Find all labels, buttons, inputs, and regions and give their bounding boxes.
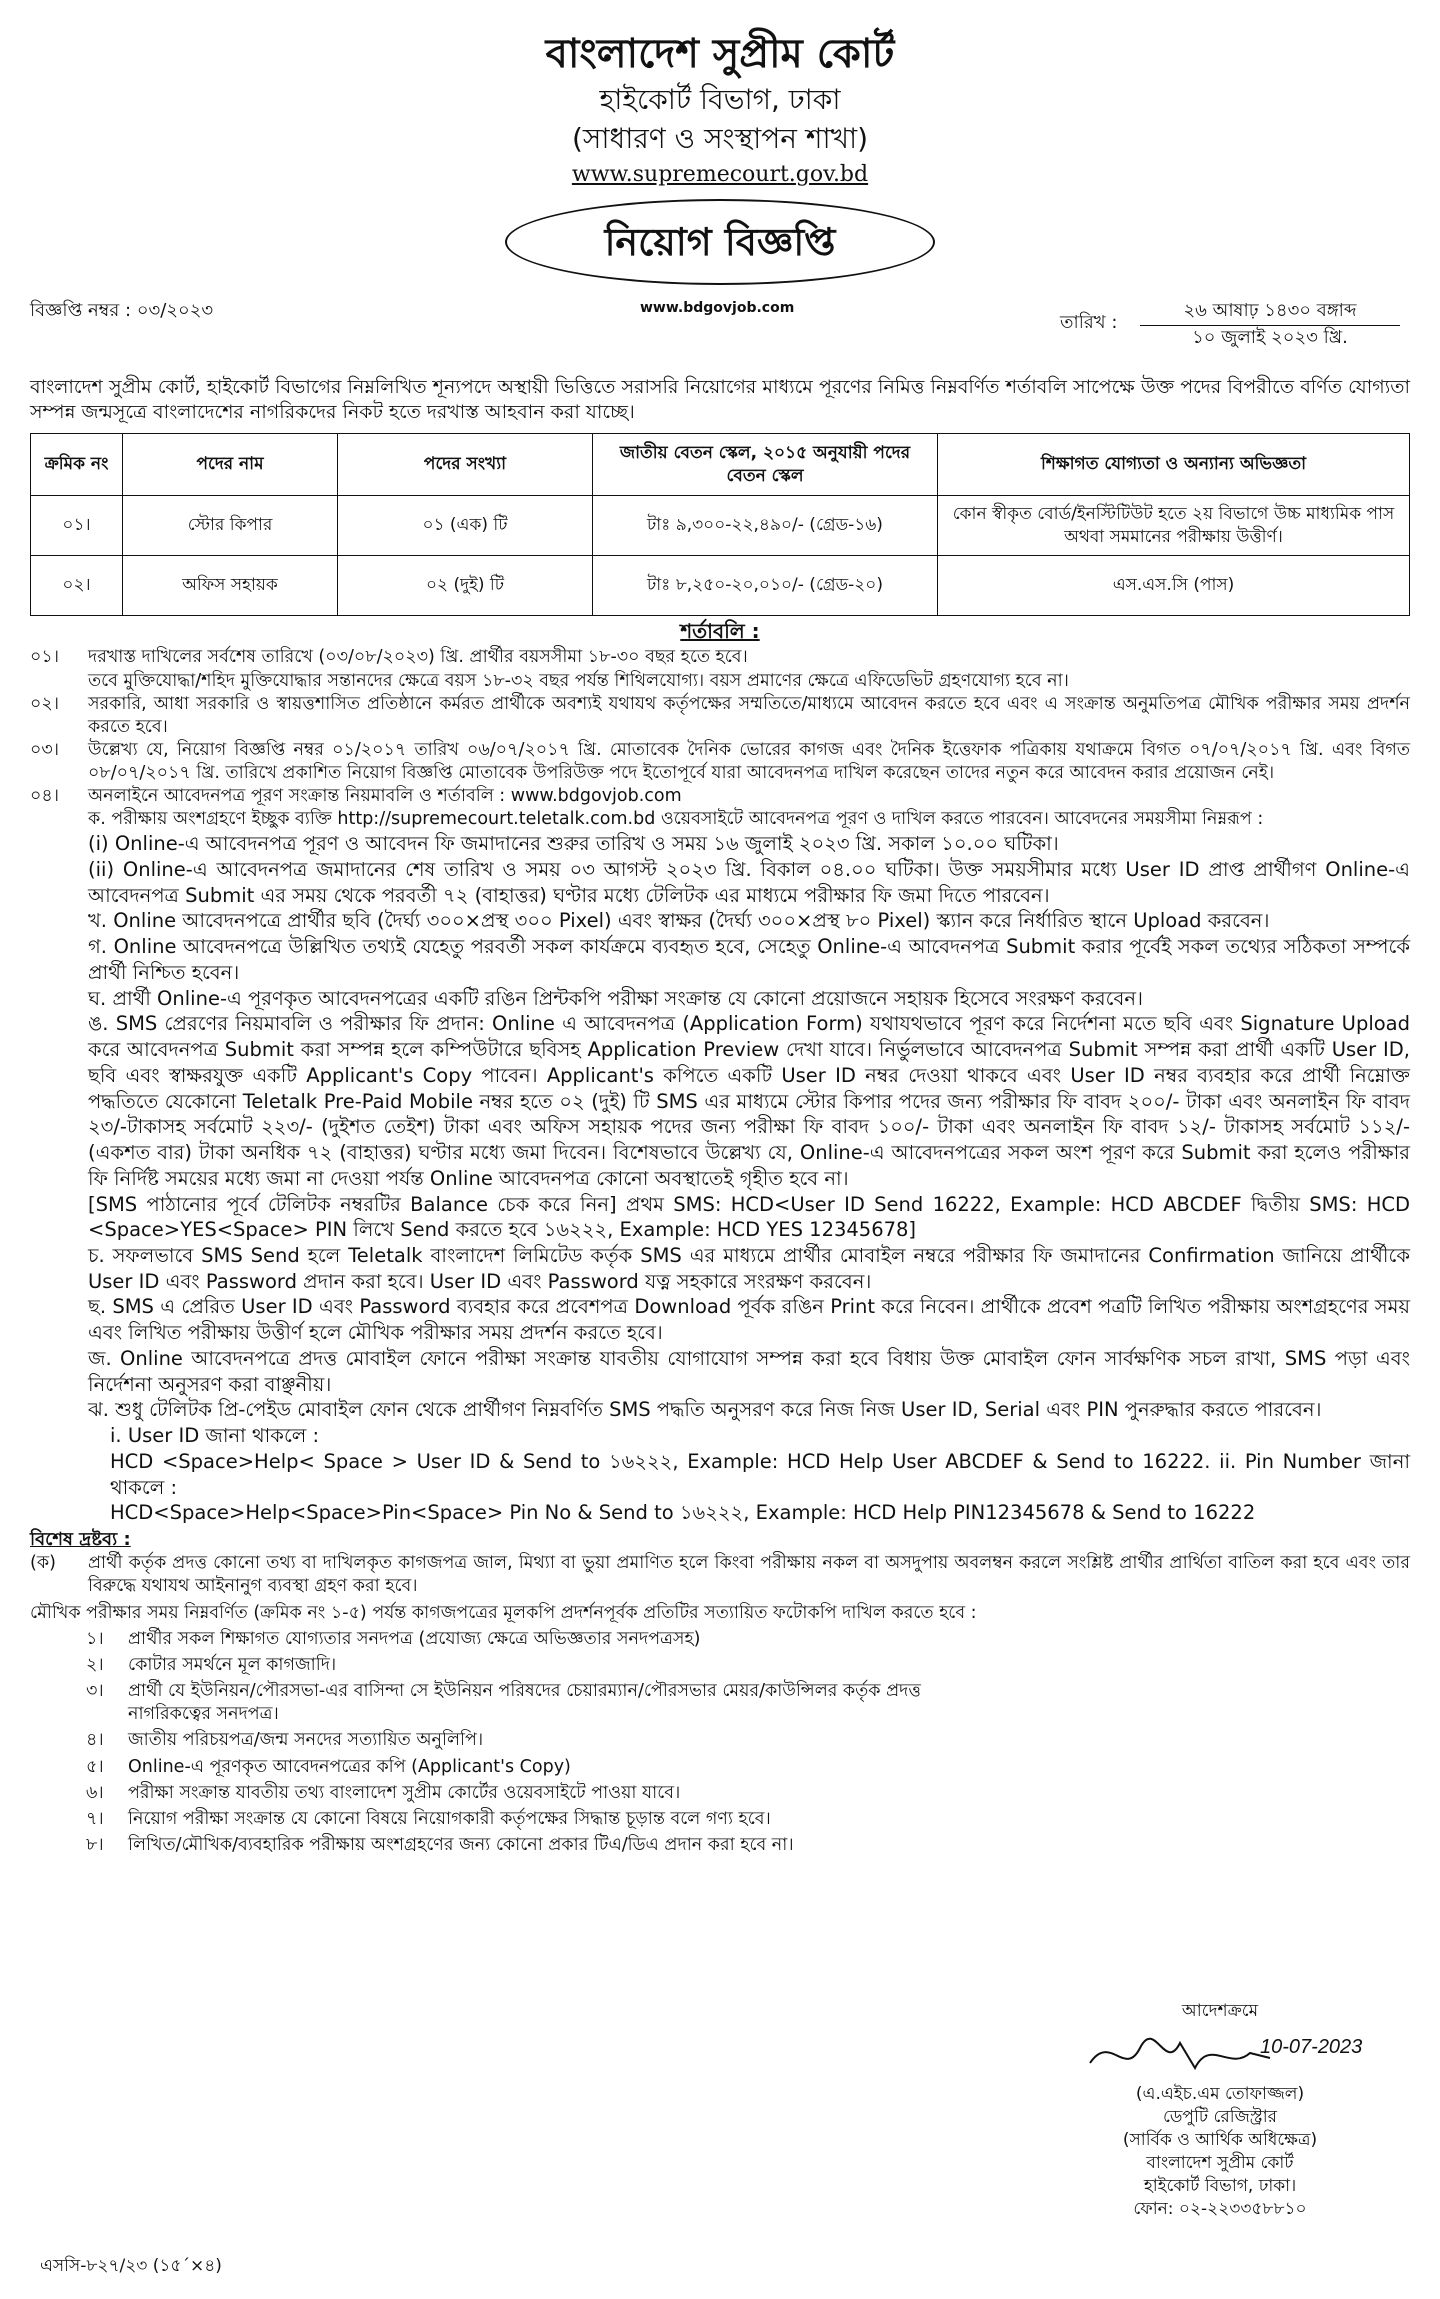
signature-division: হাইকোর্ট বিভাগ, ঢাকা। (1143, 2175, 1297, 2196)
condition-text: অনলাইনে আবেদনপত্র পূরণ সংক্রান্ত নিয়মাবলি ও শর্তাবলি : www.bdgovjob.com (88, 786, 682, 807)
date-bangla: ২৬ আষাঢ় ১৪৩০ বঙ্গাব্দ (1140, 299, 1400, 326)
date-english: ১০ জুলাই ২০২৩ খ্রি. (1192, 326, 1348, 348)
list-text: লিখিত/মৌখিক/ব্যবহারিক পরীক্ষায় অংশগ্রহণের জন্য কোনো প্রকার টিএ/ডিএ প্রদান করা হবে না। (128, 1834, 794, 1855)
special-note-text: প্রার্থী কর্তৃক প্রদত্ত কোনো তথ্য বা দাখিলকৃত কাগজপত্র জাল, মিথ্যা বা ভুয়া প্রমাণিত হলে কিংবা পরীক্ষায় নকল বা অসদুপায় অবলম্বন করলে সংশ্লিষ্ট প্রার্থীর প্রার্থিতা বাতিল করা হবে এবং তার বিরুদ্ধে যথাযথ আইনানুগ ব্যবস্থা গ্রহণ করা হবে। (88, 1552, 1410, 1596)
division-name: হাইকোর্ট বিভাগ, ঢাকা (599, 83, 841, 116)
list-item (30, 1680, 950, 1726)
table-row (31, 556, 1410, 616)
cell-scale: টাঃ ৮,২৫০-২০,০১০/- (গ্রেড-২০) (593, 556, 938, 616)
vacancy-table (30, 433, 1410, 616)
condition-number: ০২। (30, 693, 60, 714)
condition-text: দরখাস্ত দাখিলের সর্বশেষ তারিখে (০৩/০৮/২০২৩) খ্রি. প্রার্থীর বয়সসীমা ১৮-৩০ বছর হতে হবে। (88, 647, 748, 668)
list-number: ৩। (86, 1681, 104, 1702)
list-item (30, 1834, 950, 1857)
condition-3 (30, 739, 1410, 785)
col-post: পদের নাম (123, 434, 338, 496)
condition-4-gha: ঘ. প্রার্থী Online-এ পূরণকৃত আবেদনপত্রের একটি রঙিন প্রিন্টকপি পরীক্ষা সংক্রান্ত যে কোনো প্রয়োজনে সহায়ক হিসেবে সংরক্ষণ করবেন। (88, 986, 1143, 1010)
signature-phone: ফোন: ০২-২২৩৩৫৮৮১০ (1133, 2198, 1307, 2219)
condition-4-umo: ঙ. SMS প্রেরণের নিয়মাবলি ও পরীক্ষার ফি প্রদান: Online এ আবেদনপত্র (Application Form) যথাযথভাবে পূরণ করে নির্দেশনা মতে ছবি এবং Signature Upload করে আবেদনপত্র Submit করা সম্পন্ন হলে কম্পিউটারে ছবিসহ Application Preview দেখা যাবে। নির্ভুলভাবে আবেদনপত্র Submit সম্পন্ন করা প্রার্থী একটি User ID, ছবি এবং স্বাক্ষরযুক্ত একটি Applicant's Copy পাবেন। Applicant's কপিতে একটি User ID নম্বর দেওয়া থাকবে এবং User ID নম্বর ব্যবহার করে প্রার্থী নিম্নোক্ত পদ্ধতিতে যেকোনো Teletalk Pre-Paid Mobile নম্বর হতে ০২ (দুই) টি SMS এর মাধ্যমে স্টোর কিপার পদের জন্য পরীক্ষার ফি বাবদ ২০০/- টাকা এবং অনলাইন ফি বাবদ ২৩/-টাকাসহ সর্বমোট ২২৩/- (দুইশত তেইশ) টাকা এবং অফিস সহায়ক পদের জন্য পরীক্ষা ফি বাবদ ১০০/- টাকা এবং অনলাইন ফি বাবদ ১২/- টাকাসহ সর্বমোট ১১২/-(একশত বার) টাকা অনধিক ৭২ (বাহাত্তর) ঘণ্টার মধ্যে জমা দিবেন। বিশেষভাবে উল্লেখ্য যে, Online-এ আবেদনপত্রের সকল অংশ পূরণ করে Submit করা হলেও পরীক্ষার ফি নির্দিষ্ট সময়ের মধ্যে জমা না দেওয়া পর্যন্ত Online আবেদনপত্র কোনো অবস্থাতেই গৃহীত হবে না। (88, 1012, 1410, 1190)
website-link[interactable]: www.supremecourt.gov.bd (571, 161, 869, 187)
condition-4-ii: (ii) Online-এ আবেদনপত্র জমাদানের শেষ তারিখ ও সময় ০৩ আগস্ট ২০২৩ খ্রি. বিকাল ০৪.০০ ঘটিকা। উক্ত সময়সীমার মধ্যে User ID প্রাপ্ত প্রার্থীগণ Online-এ আবেদনপত্র Submit এর সময় থেকে পরবর্তী ৭২ (বাহাত্তর) ঘণ্টার মধ্যে টেলিটক এর মাধ্যমে পরীক্ষার ফি জমা দিতে পারবেন। (88, 857, 1410, 907)
condition-number: ০৪। (30, 786, 59, 807)
date-block (1140, 299, 1400, 350)
special-note-title: বিশেষ দ্রষ্টব্য : (30, 1529, 131, 1551)
cell-serial: ০২। (31, 556, 123, 616)
condition-1-note: তবে মুক্তিযোদ্ধা/শহিদ মুক্তিযোদ্ধার সন্তানদের ক্ষেত্রে বয়স ১৮-৩২ বছর পর্যন্ত শিথিলযোগ্য। বয়স প্রমাণের ক্ষেত্রে এফিডেভিট গ্রহণযোগ্য হবে না। (88, 670, 1069, 691)
signature-scribble (1070, 2023, 1370, 2083)
col-qualification: শিক্ষাগত যোগ্যতা ও অন্যান্য অভিজ্ঞতা (938, 434, 1410, 496)
list-item (30, 1756, 950, 1779)
condition-4-sms: [SMS পাঠানোর পূর্বে টেলিটক নম্বরটির Balance চেক করে নিন] প্রথম SMS: HCD<User ID Send 16222, Example: HCD ABCDEF দ্বিতীয় SMS: HCD <Space>YES<Space> PIN লিখে Send করতে হবে ১৬২২২, Example: HCD YES 12345678] (88, 1192, 1410, 1242)
conditions-title: শর্তাবলি : (680, 619, 760, 644)
condition-4-jha-i-example: HCD <Space>Help< Space > User ID & Send to ১৬২২২, Example: HCD Help User ABCDEF & Send to 16222. ii. Pin Number জানা থাকলে : (110, 1449, 1410, 1499)
list-number: ৫। (86, 1756, 104, 1777)
section-name: (সাধারণ ও সংস্থাপন শাখা) (571, 121, 869, 155)
memo-number: বিজ্ঞপ্তি নম্বর : ০৩/২০২৩ (30, 299, 214, 321)
cell-qualification: কোন স্বীকৃত বোর্ড/ইনস্টিটিউট হতে ২য় বিভাগে উচ্চ মাধ্যমিক পাস অথবা সমমানের পরীক্ষায় উত্তীর্ণ। (938, 496, 1410, 556)
cell-post: অফিস সহায়ক (123, 556, 338, 616)
condition-4-kha: খ. Online আবেদনপত্রে প্রার্থীর ছবি (দৈর্ঘ্য ৩০০×প্রস্থ ৩০০ Pixel) এবং স্বাক্ষর (দৈর্ঘ্য ৩০০×প্রস্থ ৮০ Pixel) স্ক্যান করে নির্ধারিত স্থানে Upload করবেন। (88, 909, 1270, 933)
condition-text: উল্লেখ্য যে, নিয়োগ বিজ্ঞপ্তি নম্বর ০১/২০১৭ তারিখ ০৬/০৭/২০১৭ খ্রি. মোতাবেক দৈনিক ভোরের কাগজ এবং দৈনিক ইত্তেফাক পত্রিকায় যথাক্রমে বিগত ০৭/০৭/২০১৭ খ্রি. এবং বিগত ০৮/০৭/২০১৭ খ্রি. তারিখে প্রকাশিত নিয়োগ বিজ্ঞপ্তি মোতাবেক উপরিউক্ত পদে ইতোপূর্বে যারা আবেদনপত্র দাখিল করেছেন তাদের নতুন করে আবেদন করার প্রয়োজন নেই। (88, 739, 1410, 783)
footer-code: এসসি-৮২৭/২৩ (১৫´×৪) (40, 2256, 222, 2276)
condition-number: ০১। (30, 647, 59, 668)
cell-post: স্টোর কিপার (123, 496, 338, 556)
condition-4-ga: গ. Online আবেদনপত্রে উল্লিখিত তথ্যই যেহেতু পরবর্তী সকল কার্যক্রমে ব্যবহৃত হবে, সেহেতু Online-এ আবেদনপত্র Submit করার পূর্বেই সকল তথ্যের সঠিকতা সম্পর্কে প্রার্থী নিশ্চিত হবেন। (88, 935, 1410, 984)
condition-4-ja: জ. Online আবেদনপত্রে প্রদত্ত মোবাইল ফোনে পরীক্ষা সংক্রান্ত যাবতীয় যোগাযোগ সম্পন্ন করা হবে বিধায় উক্ত মোবাইল ফোন সার্বক্ষণিক সচল রাখা, SMS পড়া এবং নির্দেশনা অনুসরণ করা বাঞ্ছনীয়। (88, 1346, 1410, 1396)
list-number: ১। (86, 1629, 104, 1650)
list-text: পরীক্ষা সংক্রান্ত যাবতীয় তথ্য বাংলাদেশ সুপ্রীম কোর্টের ওয়েবসাইটে পাওয়া যাবে। (128, 1782, 681, 1803)
intro-paragraph: বাংলাদেশ সুপ্রীম কোর্ট, হাইকোর্ট বিভাগের নিম্নলিখিত শূন্যপদে অস্থায়ী ভিত্তিতে সরাসরি নিয়োগের মাধ্যমে পূরণের নিমিত্ত নিম্নবর্ণিত শর্তাবলি সাপেক্ষে উক্ত পদের বিপরীতে বর্ণিত যোগ্যতা সম্পন্ন জন্মসূত্রে বাংলাদেশের নাগরিকদের নিকট হতে দরখাস্ত আহবান করা যাচ্ছে। (30, 375, 1410, 424)
cell-count: ০১ (এক) টি (338, 496, 593, 556)
condition-4-cha: ছ. SMS এ প্রেরিত User ID এবং Password ব্যবহার করে প্রবেশপত্র Download পূর্বক রঙিন Print করে নিবেন। প্রার্থীকে প্রবেশ পত্রটি লিখিত পরীক্ষায় অংশগ্রহণের সময় এবং লিখিত পরীক্ষায় উত্তীর্ণ হলে মৌখিক পরীক্ষার সময় প্রদর্শন করতে হবে। (88, 1295, 1410, 1345)
list-item (30, 1808, 950, 1831)
officer-designation: ডেপুটি রেজিস্ট্রার (1163, 2106, 1277, 2127)
condition-4-jha-i: i. User ID জানা থাকলে : (110, 1424, 320, 1448)
officer-name: (এ.এইচ.এম তোফাজ্জল) (1135, 2083, 1305, 2104)
condition-4-jha-ii-example: HCD<Space>Help<Space>Pin<Space> Pin No & Send to ১৬২২২, Example: HCD Help PIN12345678 & Send to 16222 (110, 1501, 1256, 1525)
list-text: জাতীয় পরিচয়পত্র/জন্ম সনদের সত্যায়িত অনুলিপি। (128, 1730, 484, 1751)
viva-intro (30, 1602, 1410, 1625)
table-row (31, 496, 1410, 556)
list-number: ৮। (86, 1834, 104, 1855)
col-scale: জাতীয় বেতন স্কেল, ২০১৫ অনুযায়ী পদের বেতন স্কেল (593, 434, 938, 496)
watermark-site: www.bdgovjob.com (640, 299, 795, 316)
col-serial: ক্রমিক নং (31, 434, 123, 496)
condition-2 (30, 693, 1410, 739)
list-number: ২। (86, 1655, 104, 1676)
cell-serial: ০১। (31, 496, 123, 556)
condition-4-jha: ঝ. শুধু টেলিটক প্রি-পেইড মোবাইল ফোন থেকে প্রার্থীগণ নিম্নবর্ণিত SMS পদ্ধতি অনুসরণ করে নিজ নিজ User ID, Serial এবং PIN পুনরুদ্ধার করতে পারবেন। (88, 1398, 1322, 1422)
condition-text: সরকারি, আধা সরকারি ও স্বায়ত্তশাসিত প্রতিষ্ঠানে কর্মরত প্রার্থীকে অবশ্যই যথাযথ কর্তৃপক্ষের সম্মতিতে/মাধ্যমে আবেদন করতে হবে এবং এ সংক্রান্ত অনুমতিপত্র মৌখিক পরীক্ষার সময় প্রদর্শন করতে হবে। (88, 693, 1410, 737)
document-list (30, 1628, 950, 1857)
cell-qualification: এস.এস.সি (পাস) (938, 556, 1410, 616)
col-count: পদের সংখ্যা (338, 434, 593, 496)
signature-block (1010, 2000, 1430, 2221)
meta-row (30, 299, 1410, 361)
special-note-number: (ক) (30, 1552, 56, 1573)
list-item (30, 1654, 950, 1677)
handwritten-date: 10-07-2023 (1260, 2035, 1363, 2058)
list-text: প্রার্থীর সকল শিক্ষাগত যোগ্যতার সনদপত্র (প্রযোজ্য ক্ষেত্রে অভিজ্ঞতার সনদপত্রসহ) (128, 1629, 701, 1650)
list-item (30, 1628, 950, 1651)
condition-number: ০৩। (30, 739, 60, 760)
viva-intro-text: মৌখিক পরীক্ষার সময় নিম্নবর্ণিত (ক্রমিক নং ১-৫) পর্যন্ত কাগজপত্রের মূলকপি প্রদর্শনপূর্বক প্রতিটির সত্যায়িত ফটোকপি দাখিল করতে হবে : (30, 1603, 977, 1623)
list-text: Online-এ পূরণকৃত আবেদনপত্রের কপি (Applicant's Copy) (128, 1756, 571, 1777)
table-header-row (31, 434, 1410, 496)
list-item (30, 1782, 950, 1805)
list-number: ৪। (86, 1730, 104, 1751)
list-text: প্রার্থী যে ইউনিয়ন/পৌরসভা-এর বাসিন্দা সে ইউনিয়ন পরিষদের চেয়ারম্যান/পৌরসভার মেয়র/কাউন্সিলর কর্তৃক প্রদত্ত নাগরিকত্বের সনদপত্র। (128, 1681, 921, 1725)
cell-scale: টাঃ ৯,৩০০-২২,৪৯০/- (গ্রেড-১৬) (593, 496, 938, 556)
org-name: বাংলাদেশ সুপ্রীম কোর্ট (545, 31, 895, 77)
order-text: আদেশক্রমে (1181, 2001, 1259, 2021)
notice-title: নিয়োগ বিজ্ঞপ্তি (505, 199, 935, 285)
list-number: ৬। (86, 1782, 104, 1803)
officer-role: (সার্বিক ও আর্থিক অধিক্ষেত্র) (1122, 2129, 1318, 2150)
special-note-ka (30, 1552, 1410, 1598)
list-text: কোটার সমর্থনে মূল কাগজাদি। (128, 1655, 337, 1676)
list-text: নিয়োগ পরীক্ষা সংক্রান্ত যে কোনো বিষয়ে নিয়োগকারী কর্তৃপক্ষের সিদ্ধান্ত চূড়ান্ত বলে গণ্য হবে। (128, 1808, 771, 1829)
list-number: ৭। (86, 1808, 104, 1829)
cell-count: ০২ (দুই) টি (338, 556, 593, 616)
signature-org: বাংলাদেশ সুপ্রীম কোর্ট (1146, 2152, 1294, 2173)
condition-4-ca: চ. সফলভাবে SMS Send হলে Teletalk বাংলাদেশ লিমিটেড কর্তৃক SMS এর মাধ্যমে প্রার্থীর মোবাইল নম্বরে পরীক্ষার ফি জমাদানের Confirmation জানিয়ে প্রার্থীকে User ID এবং Password প্রদান করা হবে। User ID এবং Password যত্ন সহকারে সংরক্ষণ করবেন। (88, 1243, 1410, 1293)
condition-1 (30, 646, 1410, 669)
notice-header (30, 30, 1410, 285)
list-item (30, 1729, 950, 1752)
condition-4-i: (i) Online-এ আবেদনপত্র পূরণ ও আবেদন ফি জমাদানের শুরুর তারিখ ও সময় ১৬ জুলাই ২০২৩ খ্রি. সকাল ১০.০০ ঘটিকা। (88, 832, 1059, 856)
condition-4 (30, 785, 1410, 808)
condition-4-ka: ক. পরীক্ষায় অংশগ্রহণে ইচ্ছুক ব্যক্তি http://supremecourt.teletalk.com.bd ওয়েবসাইটে আবেদনপত্র পূরণ ও দাখিল করতে পারবেন। আবেদনের সময়সীমা নিম্নরূপ : (88, 809, 1264, 830)
date-label: তারিখ : (1060, 311, 1118, 333)
